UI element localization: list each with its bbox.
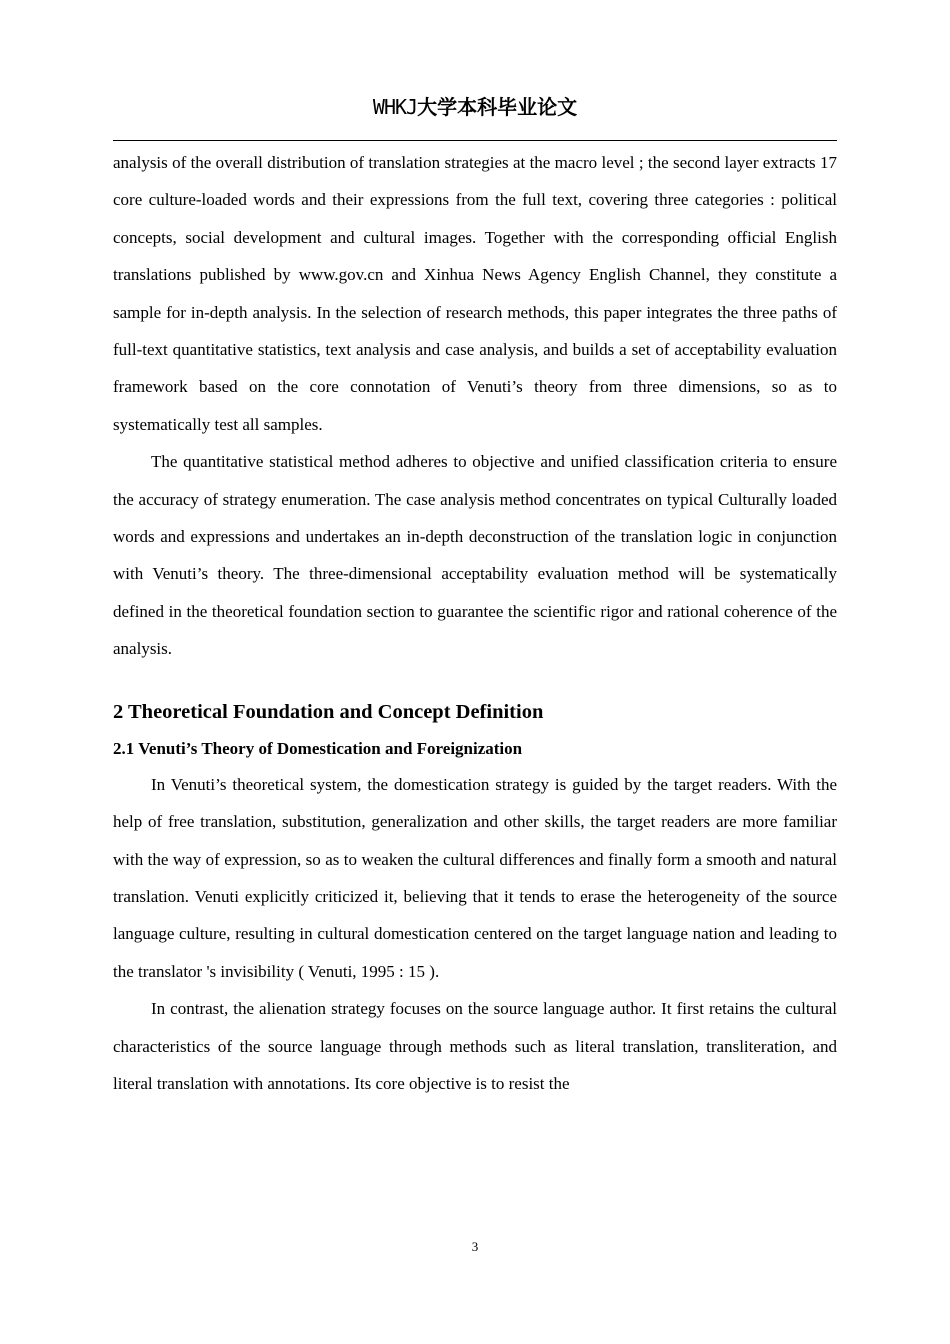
- body-paragraph-1: analysis of the overall distribution of translation strategies at the macro level ; the second layer extracts 17 core culture-loaded words and their expressions from the full text, covering three categories : political concepts, social development and cultural images. Together with the corresponding official English translations published by www.gov.cn and Xinhua News Agency English Channel, they constitute a sample for in-depth analysis. In the selection of research methods, this paper integrates the three paths of full-text quantitative statistics, text analysis and case analysis, and builds a set of acceptability evaluation framework based on the core connotation of Venuti’s theory from three dimensions, so as to systematically test all samples.: [113, 153, 837, 434]
- header-university-code: WHKJ: [372, 95, 418, 119]
- header-divider: [113, 140, 837, 141]
- body-paragraph-3: In Venuti’s theoretical system, the domestication strategy is guided by the target readers. With the help of free translation, substitution, generalization and other skills, the target readers are more familiar with the way of expression, so as to weaken the cultural differences and finally form a smooth and natural translation. Venuti explicitly criticized it, believing that it tends to erase the heterogeneity of the source language culture, resulting in cultural domestication centered on the target language nation and leading to the translator 's invisibility ( Venuti, 1995 : 15 ).: [113, 774, 837, 981]
- body-paragraph-4: In contrast, the alienation strategy focuses on the source language author. It first retains the cultural characteristics of the source language through methods such as literal translation, transliteration, and literal translation with annotations. Its core objective is to resist the: [113, 999, 837, 1093]
- subsection-heading: 2.1 Venuti’s Theory of Domestication and Foreignization: [113, 738, 523, 758]
- page-body: [113, 144, 837, 1102]
- running-header: [113, 93, 837, 122]
- header-thesis-title: 大学本科毕业论文: [417, 95, 578, 119]
- body-paragraph-2: The quantitative statistical method adheres to objective and unified classification criteria to ensure the accuracy of strategy enumeration. The case analysis method concentrates on typical Culturally loaded words and expressions and undertakes an in-depth deconstruction of the translation logic in conjunction with Venuti’s theory. The three-dimensional acceptability evaluation method will be systematically defined in the theoretical foundation section to guarantee the scientific rigor and rational coherence of the analysis.: [113, 452, 837, 659]
- section-heading: 2 Theoretical Foundation and Concept Definition: [113, 700, 544, 723]
- page-number: 3: [471, 1239, 479, 1254]
